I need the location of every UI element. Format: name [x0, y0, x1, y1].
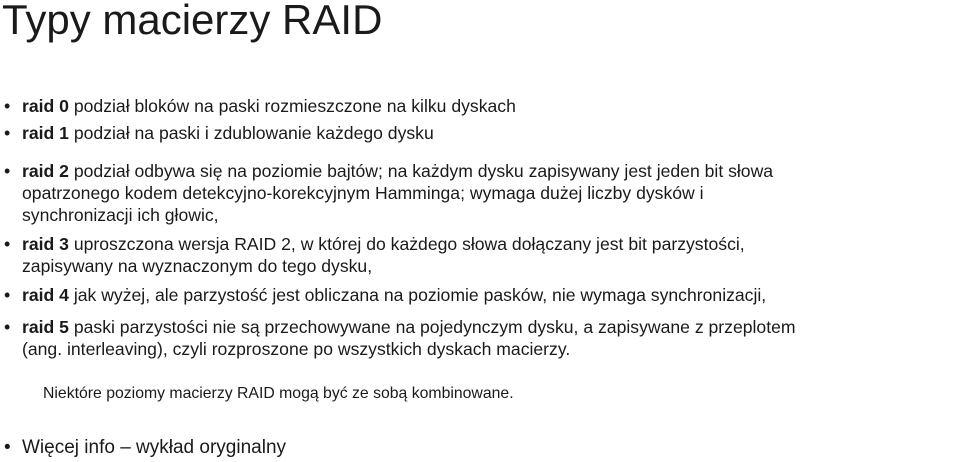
raid-level-label: raid 2: [22, 161, 69, 181]
raid-level-label: raid 3: [22, 234, 69, 254]
item-text: zapisywany na wyznaczonym do tego dysku,: [22, 256, 373, 276]
item-text: podział bloków na paski rozmieszczone na kilku dyskach: [73, 96, 516, 116]
item-text: jak wyżej, ale parzystość jest obliczana na poziomie pasków, nie wymaga synchronizacji,: [73, 285, 767, 305]
bullet-icon: •: [4, 96, 11, 116]
item-text: opatrzonego kodem detekcyjno-korekcyjnym Hamminga; wymaga dużej liczby dysków i: [22, 183, 704, 203]
item-line: [22, 120, 434, 147]
raid-level-label: raid 4: [22, 285, 69, 305]
item-text: uproszczona wersja RAID 2, w której do każdego słowa dołączany jest bit parzystości,: [73, 234, 745, 254]
bullet-icon: •: [4, 123, 11, 143]
raid-level-label: raid 1: [22, 123, 69, 143]
bullet-icon: •: [4, 161, 11, 181]
bullet-icon: •: [4, 317, 11, 337]
item-line: [22, 93, 516, 120]
slide-title: Typy macierzy RAID: [2, 0, 383, 43]
more-info-text: Więcej info – wykład oryginalny: [22, 437, 287, 458]
item-text: paski parzystości nie są przechowywane na pojedynczym dysku, a zapisywane z przeplotem: [73, 317, 796, 337]
raid-level-label: raid 5: [22, 317, 69, 337]
item-text: podział na paski i zdublowanie każdego dysku: [73, 123, 434, 143]
bullet-icon: •: [4, 285, 11, 305]
bullet-icon: •: [4, 437, 11, 458]
note-text: Niektóre poziomy macierzy RAID mogą być ze sobą kombinowane.: [43, 385, 514, 402]
item-text: (ang. interleaving), czyli rozproszone po wszystkich dyskach macierzy.: [22, 339, 571, 359]
item-text: synchronizacji ich głowic,: [22, 205, 219, 225]
bullet-icon: •: [4, 234, 11, 254]
item-text: podział odbywa się na poziomie bajtów; na każdym dysku zapisywany jest jeden bit słowa: [73, 161, 774, 181]
raid-level-label: raid 0: [22, 96, 69, 116]
item-line: [22, 282, 766, 309]
